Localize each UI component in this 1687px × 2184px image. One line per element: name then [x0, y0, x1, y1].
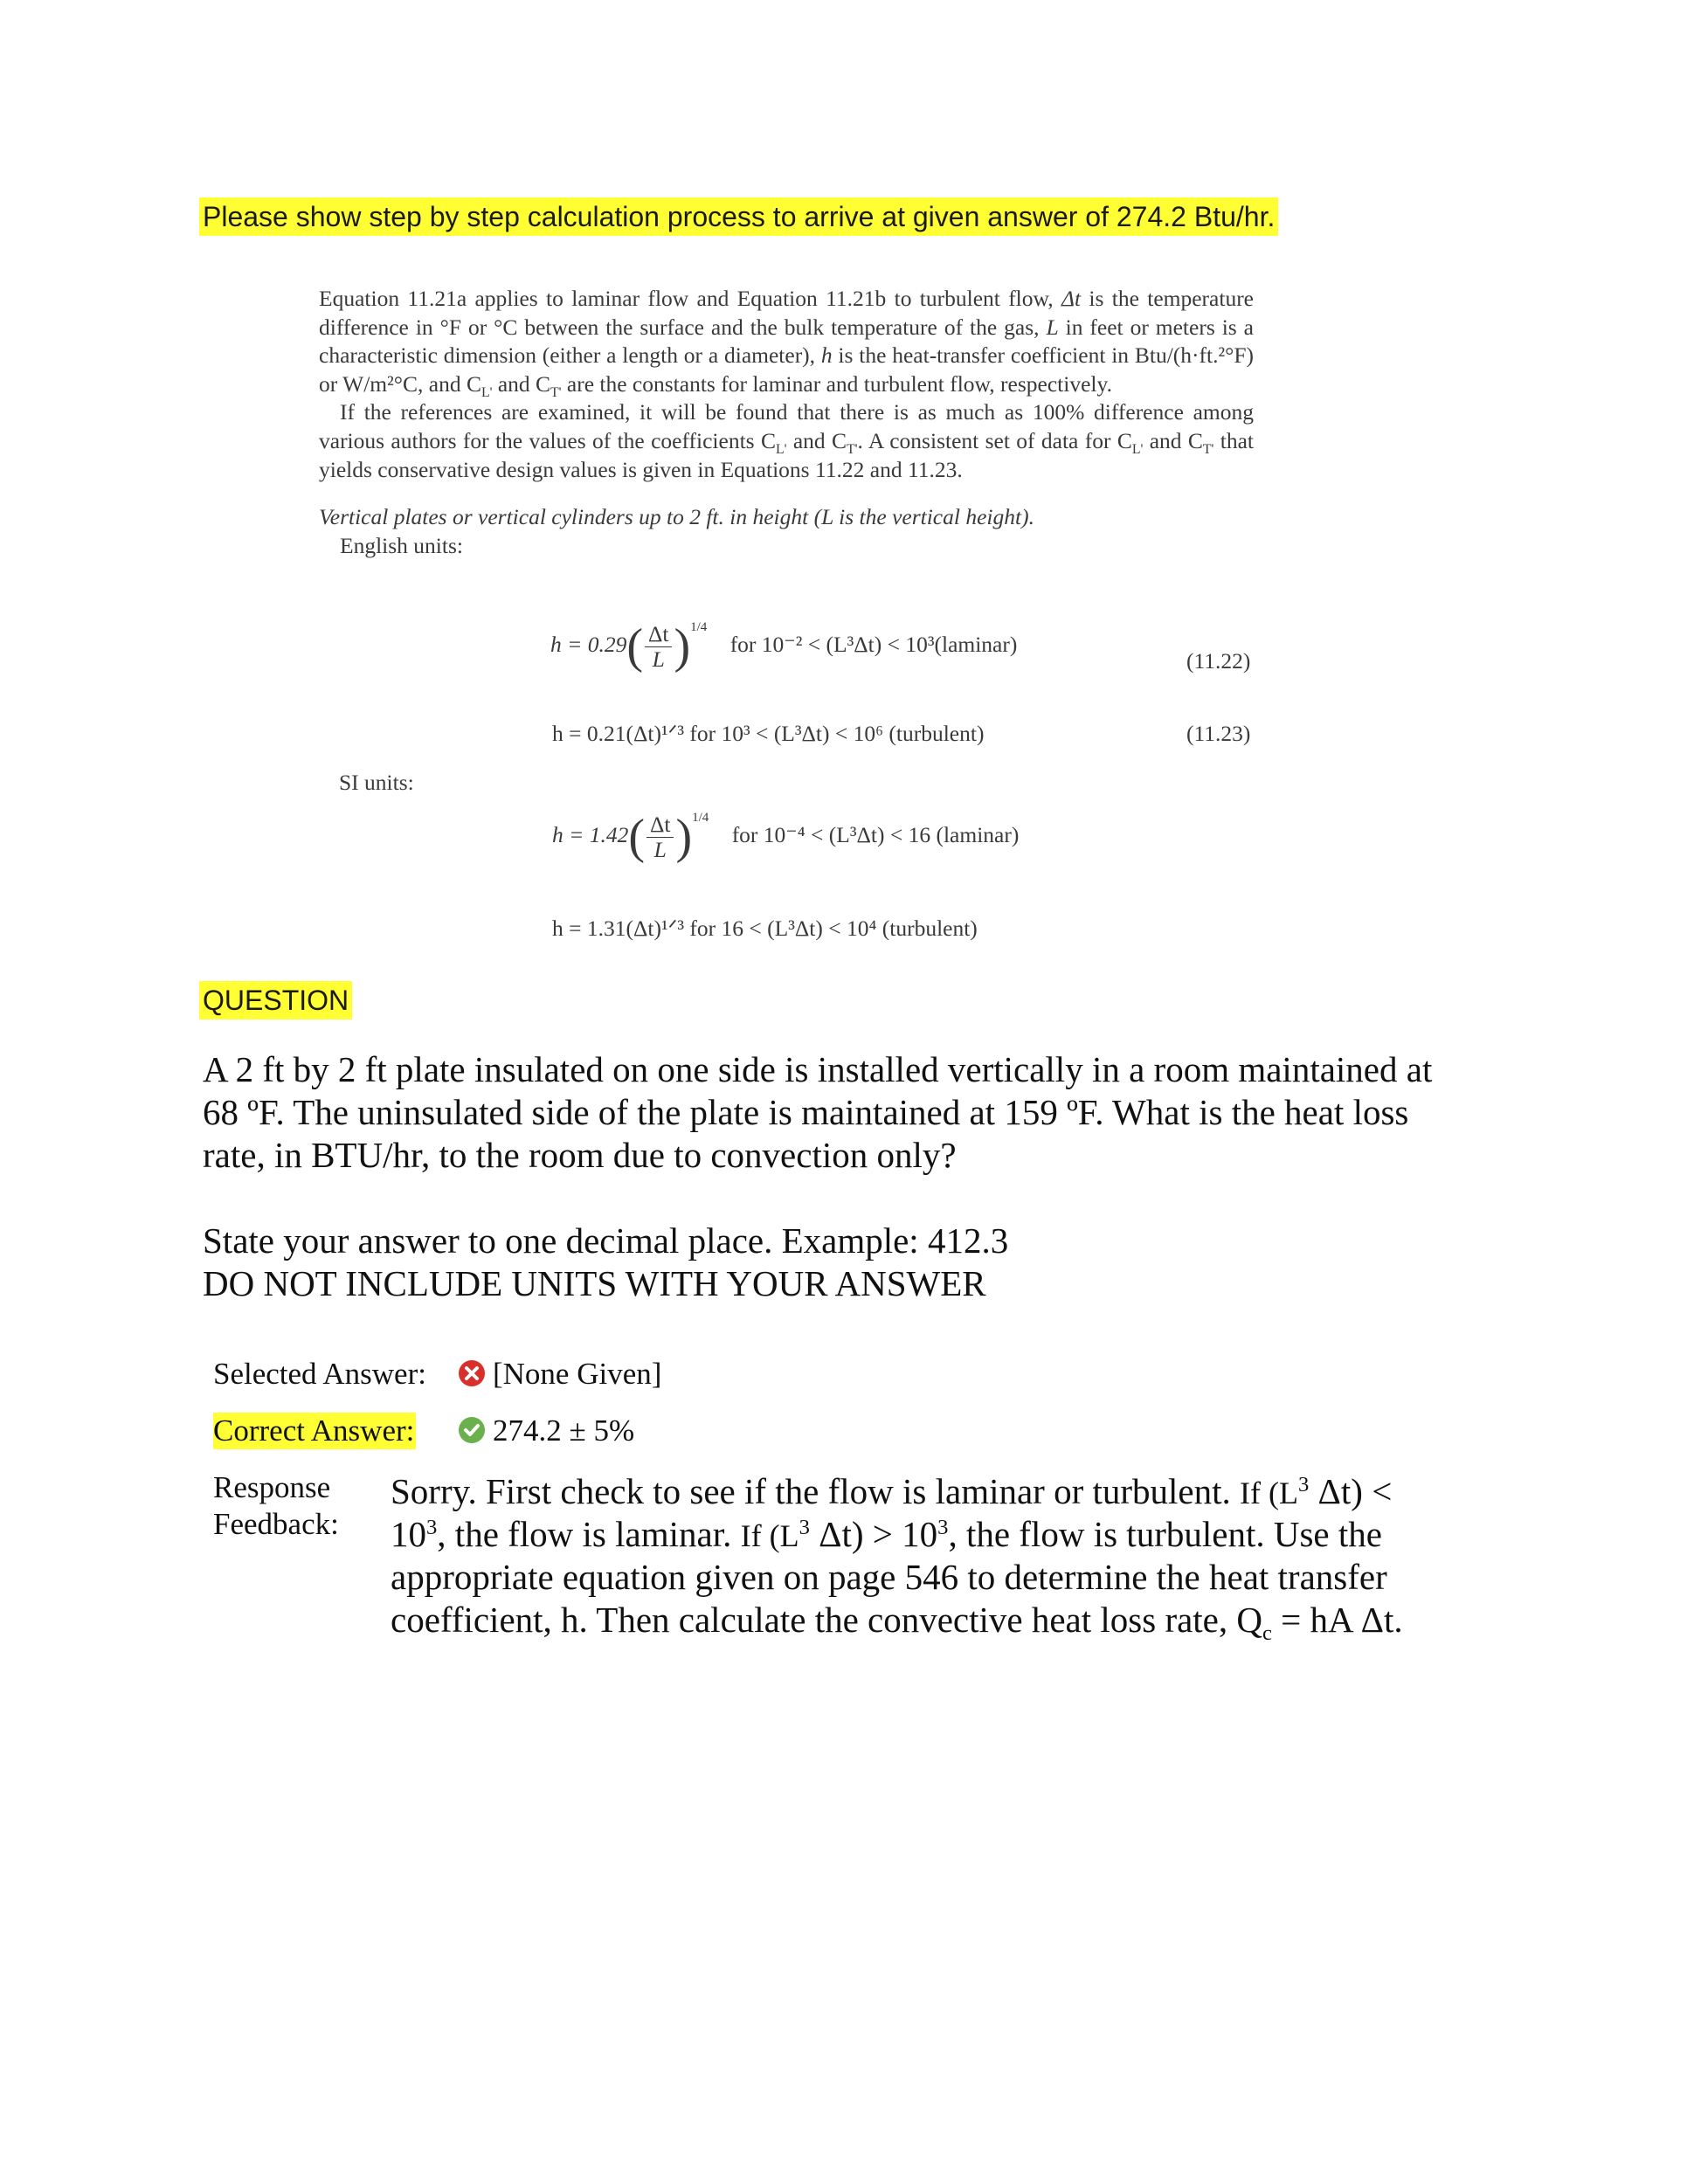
selected-answer-value: [None Given]	[493, 1357, 662, 1391]
question-line-2: 68 ºF. The uninsulated side of the plate is maintained at 159 ºF. What is the heat loss	[203, 1092, 1409, 1132]
textbook-excerpt	[319, 285, 1254, 560]
response-label: Response	[213, 1470, 331, 1504]
feedback-line-4: coefficient, h. Then calculate the convective heat loss rate, $Q_c$ = hA Δt.	[391, 1600, 1403, 1646]
instruction-text: Please show step by step calculation process to arrive at given answer of 274.2 Btu/hr.	[199, 197, 1278, 236]
equation-number-11-22: (11.22)	[1186, 648, 1251, 674]
question-line-5: DO NOT INCLUDE UNITS WITH YOUR ANSWER	[203, 1263, 986, 1303]
si-units-label: SI units:	[339, 770, 414, 795]
question-line-3: rate, in BTU/hr, to the room due to convection only?	[203, 1135, 957, 1175]
feedback-line-3: appropriate equation given on page 546 to determine the heat transfer	[391, 1557, 1387, 1597]
feedback-label: Feedback:	[213, 1507, 339, 1541]
question-line-1: A 2 ft by 2 ft plate insulated on one side is installed vertically in a room maintained at	[203, 1049, 1433, 1089]
excerpt-paragraph-1: Equation 11.21a applies to laminar flow and Equation 11.21b to turbulent flow, Δt is the temperature difference in °F or °C between the surface and the bulk temperature of the gas, L in feet or meters is a characteristic dimension (either a length or a diameter), h is the heat-transfer coefficient in Btu/(h·ft.²°F) or W/m²°C, and $C_{L'}$ and $C_{T'}$ are the constants for laminar and turbulent flow, respectively.	[319, 286, 1255, 400]
correct-answer-value: 274.2 ± 5%	[493, 1413, 635, 1448]
error-icon	[458, 1359, 486, 1387]
question-label: QUESTION	[199, 981, 352, 1019]
english-units-label: English units:	[340, 532, 463, 558]
feedback-line-2: $10^3$, the flow is laminar. If ($L^3$ $\Delta t) > 10^3$, the flow is turbulent. Use the	[391, 1514, 1382, 1554]
selected-answer-label: Selected Answer:	[213, 1357, 426, 1391]
question-line-4: State your answer to one decimal place. Example: 412.3	[203, 1220, 1009, 1261]
equation-11-23: h = 0.21(Δt)¹ᐟ³ for 10³ < (L³Δt) < 10⁶ (turbulent)	[552, 721, 985, 746]
excerpt-paragraph-2: If the references are examined, it will be found that there is as much as 100% difference among various authors for the values of the coefficients $C_{L'}$ and $C_{T'}$. A consistent set of data for $C_{L'}$ and $C_{T'}$ that yields conservative design values is given in Equations 11.22 and 11.23.	[319, 399, 1255, 482]
equation-11-22: h = 0.29( $\frac{\Delta t}{L}$ )$^{1/4}$ for 10⁻² < (L³Δt) < 10³(laminar)	[550, 619, 1018, 674]
correct-answer-label: Correct Answer:	[213, 1413, 415, 1448]
feedback-line-1: Sorry. First check to see if the flow is laminar or turbulent. If ($L^3$ Δt) <	[391, 1471, 1393, 1511]
equation-number-11-23: (11.23)	[1186, 721, 1251, 746]
excerpt-subheading: Vertical plates or vertical cylinders up to 2 ft. in height (L is the vertical height).	[319, 504, 1034, 530]
equation-si-turbulent: h = 1.31(Δt)¹ᐟ³ for 16 < (L³Δt) < 10⁴ (turbulent)	[552, 916, 978, 941]
equation-si-laminar: h = 1.42( $\frac{\Delta t}{L}$ )$^{1/4}$ for 10⁻⁴ < (L³Δt) < 16 (laminar)	[552, 810, 1020, 865]
check-icon	[458, 1416, 486, 1444]
